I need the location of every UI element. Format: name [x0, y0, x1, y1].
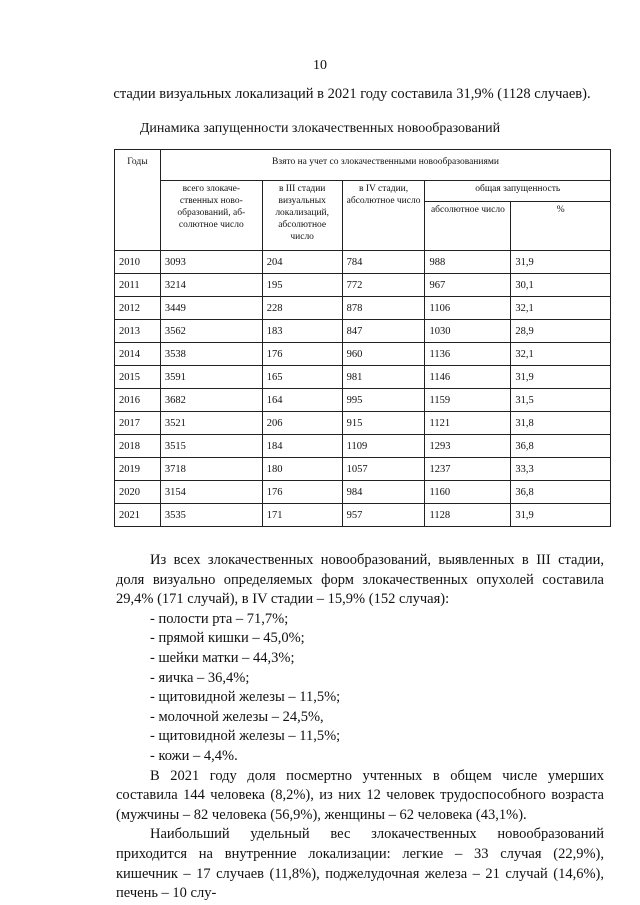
list-item: - прямой кишки – 45,0%;	[150, 630, 305, 647]
body-text	[116, 551, 604, 904]
cell-pct: 28,9	[511, 320, 611, 343]
cell-year: 2021	[115, 504, 161, 527]
header-group: Взято на учет со злокачественными новообразованиями	[160, 150, 610, 181]
cell-stage3: 176	[262, 343, 342, 366]
cell-year: 2012	[115, 297, 161, 320]
header-years: Годы	[115, 150, 161, 251]
cell-stage4: 957	[342, 504, 425, 527]
cell-year: 2016	[115, 389, 161, 412]
cell-stage4: 1057	[342, 458, 425, 481]
cell-stage3: 195	[262, 274, 342, 297]
cell-abs: 1136	[425, 343, 511, 366]
table-title: Динамика запущенности злокачественных новообразований	[139, 121, 501, 136]
cell-stage4: 915	[342, 412, 425, 435]
cell-pct: 31,9	[511, 366, 611, 389]
cell-stage3: 183	[262, 320, 342, 343]
table-row	[115, 297, 611, 320]
table-row	[115, 504, 611, 527]
cell-total: 3521	[160, 412, 262, 435]
cell-abs: 1159	[425, 389, 511, 412]
cell-total: 3718	[160, 458, 262, 481]
header-stage3: в III стадии визуальных локализаций, абсолютное число	[262, 181, 342, 251]
cell-pct: 32,1	[511, 343, 611, 366]
paragraph-posthumous: В 2021 году доля посмертно учтенных в общем числе умерших составила 144 человека (8,2%), из них 12 человек трудоспособного возраста (мужчины – 82 человека (56,9%), женщины – 62 человека (43,1%).	[116, 767, 604, 823]
cell-abs: 1293	[425, 435, 511, 458]
header-stage4: в IV стадии, абсолютное число	[342, 181, 425, 251]
cell-stage4: 995	[342, 389, 425, 412]
table-row	[115, 412, 611, 435]
cell-stage3: 171	[262, 504, 342, 527]
list-item: - щитовидной железы – 11,5%;	[150, 728, 341, 745]
cell-year: 2018	[115, 435, 161, 458]
cell-stage4: 772	[342, 274, 425, 297]
table-row	[115, 343, 611, 366]
cell-total: 3535	[160, 504, 262, 527]
cell-total: 3449	[160, 297, 262, 320]
cell-year: 2011	[115, 274, 161, 297]
cell-abs: 1160	[425, 481, 511, 504]
cell-stage3: 176	[262, 481, 342, 504]
list-item: - кожи – 4,4%.	[150, 747, 238, 764]
cell-total: 3214	[160, 274, 262, 297]
cell-abs: 967	[425, 274, 511, 297]
cell-stage3: 228	[262, 297, 342, 320]
cell-abs: 1121	[425, 412, 511, 435]
cell-stage4: 1109	[342, 435, 425, 458]
cell-pct: 31,5	[511, 389, 611, 412]
cell-abs: 1106	[425, 297, 511, 320]
cell-stage3: 206	[262, 412, 342, 435]
cell-pct: 30,1	[511, 274, 611, 297]
cell-abs: 988	[425, 251, 511, 274]
cell-total: 3538	[160, 343, 262, 366]
cell-year: 2014	[115, 343, 161, 366]
cell-stage3: 204	[262, 251, 342, 274]
cell-stage3: 165	[262, 366, 342, 389]
list-item: - молочной железы – 24,5%,	[150, 708, 324, 725]
neglect-dynamics-table	[114, 149, 611, 527]
table-row	[115, 435, 611, 458]
header-neglect-abs: абсолютное число	[425, 202, 511, 251]
cell-year: 2020	[115, 481, 161, 504]
list-item: - щитовидной железы – 11,5%;	[150, 689, 341, 706]
intro-line: стадии визуальных локализаций в 2021 году составила 31,9% (1128 случаев).	[113, 86, 591, 102]
cell-year: 2017	[115, 412, 161, 435]
list-item: - шейки матки – 44,3%;	[150, 649, 295, 666]
cell-pct: 31,9	[511, 251, 611, 274]
cell-stage4: 847	[342, 320, 425, 343]
paragraph-stage-share: Из всех злокачественных новообразований, выявленных в III стадии, доля визуально определяемых форм злокачественных опухолей составила 29,4% (171 случай), в IV стадии – 15,9% (152 случая):	[116, 552, 604, 608]
header-neglect-pct: %	[511, 202, 611, 251]
cell-abs: 1146	[425, 366, 511, 389]
cell-stage4: 878	[342, 297, 425, 320]
header-total: всего злокаче-ственных ново-образований, аб-солютное число	[160, 181, 262, 251]
cell-abs: 1030	[425, 320, 511, 343]
cell-year: 2013	[115, 320, 161, 343]
list-item: - полости рта – 71,7%;	[150, 610, 289, 627]
page-number: 10	[313, 58, 327, 73]
cell-stage4: 981	[342, 366, 425, 389]
list-item: - яичка – 36,4%;	[150, 669, 250, 686]
table-row	[115, 366, 611, 389]
table-row	[115, 481, 611, 504]
table-row	[115, 458, 611, 481]
cell-total: 3515	[160, 435, 262, 458]
cell-total: 3562	[160, 320, 262, 343]
cell-pct: 31,8	[511, 412, 611, 435]
cell-stage3: 184	[262, 435, 342, 458]
table-row	[115, 320, 611, 343]
table-row	[115, 251, 611, 274]
cell-year: 2015	[115, 366, 161, 389]
cell-abs: 1128	[425, 504, 511, 527]
table-row	[115, 274, 611, 297]
cell-total: 3591	[160, 366, 262, 389]
paragraph-internal-localizations: Наибольший удельный вес злокачественных новообразований приходится на внутренние локализации: легкие – 33 случая (22,9%), кишечник – 17 случаев (11,8%), поджелудочная железа – 21 случай (14,6%), печень – 10 слу-	[116, 826, 604, 902]
cell-stage3: 164	[262, 389, 342, 412]
localization-list	[116, 610, 604, 767]
cell-stage4: 784	[342, 251, 425, 274]
cell-pct: 33,3	[511, 458, 611, 481]
cell-stage4: 960	[342, 343, 425, 366]
cell-pct: 36,8	[511, 481, 611, 504]
cell-year: 2019	[115, 458, 161, 481]
cell-total: 3154	[160, 481, 262, 504]
cell-pct: 32,1	[511, 297, 611, 320]
cell-pct: 31,9	[511, 504, 611, 527]
cell-abs: 1237	[425, 458, 511, 481]
cell-stage3: 180	[262, 458, 342, 481]
cell-year: 2010	[115, 251, 161, 274]
table-row	[115, 389, 611, 412]
cell-total: 3682	[160, 389, 262, 412]
cell-pct: 36,8	[511, 435, 611, 458]
cell-total: 3093	[160, 251, 262, 274]
cell-stage4: 984	[342, 481, 425, 504]
header-neglect: общая запущенность	[425, 181, 611, 202]
